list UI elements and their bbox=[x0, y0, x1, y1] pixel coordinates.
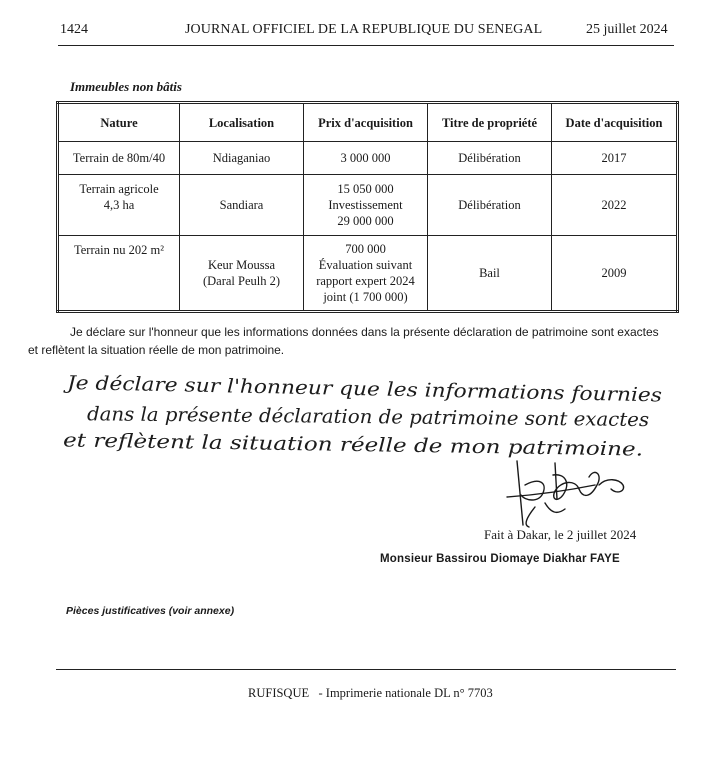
cell-date: 2022 bbox=[552, 175, 678, 236]
cell-line: joint (1 700 000) bbox=[323, 290, 408, 304]
cell-line: (Daral Peulh 2) bbox=[202, 274, 281, 288]
cell-line: 29 000 000 bbox=[337, 214, 394, 228]
issue-date: 25 juillet 2024 bbox=[586, 22, 668, 37]
cell-titre: Bail bbox=[428, 236, 552, 312]
declaration-text bbox=[28, 323, 678, 359]
handwritten-line: dans la présente déclaration de patrimoine sont exactes bbox=[86, 403, 629, 431]
handwritten-line: Je déclare sur l'honneur que les informations fournies bbox=[66, 371, 588, 405]
cell-prix bbox=[304, 236, 428, 312]
declaration-line: Je déclare sur l'honneur que les informations données dans la présente déclaration de patrimoine sont exactes bbox=[70, 325, 659, 339]
page-number: 1424 bbox=[60, 22, 88, 37]
cell-line: Investissement bbox=[328, 198, 403, 212]
cell-line: 15 050 000 bbox=[337, 182, 394, 196]
column-header-nature: Nature bbox=[58, 103, 180, 142]
column-header-localisation: Localisation bbox=[180, 103, 304, 142]
column-header-date: Date d'acquisition bbox=[552, 103, 678, 142]
declaration-line: et reflètent la situation réelle de mon patrimoine. bbox=[28, 343, 285, 357]
header-divider bbox=[58, 45, 674, 46]
cell-nature: Terrain de 80m/40 bbox=[58, 142, 180, 175]
cell-line: Terrain agricole bbox=[79, 182, 159, 196]
cell-localisation: Ndiaganiao bbox=[180, 142, 304, 175]
cell-nature: Terrain nu 202 m² bbox=[58, 236, 180, 312]
cell-prix bbox=[304, 175, 428, 236]
handwritten-line: et reflètent la situation réelle de mon patrimoine. bbox=[62, 429, 541, 459]
property-table bbox=[56, 101, 679, 313]
cell-line: 4,3 ha bbox=[103, 198, 135, 212]
column-header-titre: Titre de propriété bbox=[428, 103, 552, 142]
footer-divider bbox=[56, 669, 676, 670]
journal-title: JOURNAL OFFICIEL DE LA REPUBLIQUE DU SENEGAL bbox=[185, 22, 543, 37]
cell-line: 700 000 bbox=[345, 242, 386, 256]
printer-imprint: RUFISQUE - Imprimerie nationale DL n° 7703 bbox=[248, 686, 493, 700]
place-date: Fait à Dakar, le 2 juillet 2024 bbox=[484, 527, 637, 542]
cell-date: 2017 bbox=[552, 142, 678, 175]
section-heading: Immeubles non bâtis bbox=[70, 79, 182, 94]
attachments-note: Pièces justificatives (voir annexe) bbox=[66, 605, 235, 617]
cell-line: Keur Moussa bbox=[207, 258, 275, 272]
table-row bbox=[58, 236, 678, 312]
cell-prix: 3 000 000 bbox=[304, 142, 428, 175]
cell-line: Évaluation suivant bbox=[318, 258, 413, 272]
cell-titre: Délibération bbox=[428, 142, 552, 175]
cell-titre: Délibération bbox=[428, 175, 552, 236]
cell-localisation: Sandiara bbox=[180, 175, 304, 236]
table-header-row bbox=[58, 103, 678, 142]
table-row bbox=[58, 142, 678, 175]
signature bbox=[495, 455, 640, 530]
table-row bbox=[58, 175, 678, 236]
signatory-name: Monsieur Bassirou Diomaye Diakhar FAYE bbox=[380, 553, 620, 565]
cell-line: rapport expert 2024 bbox=[316, 274, 415, 288]
column-header-prix: Prix d'acquisition bbox=[304, 103, 428, 142]
cell-localisation bbox=[180, 236, 304, 312]
cell-date: 2009 bbox=[552, 236, 678, 312]
cell-nature bbox=[58, 175, 180, 236]
